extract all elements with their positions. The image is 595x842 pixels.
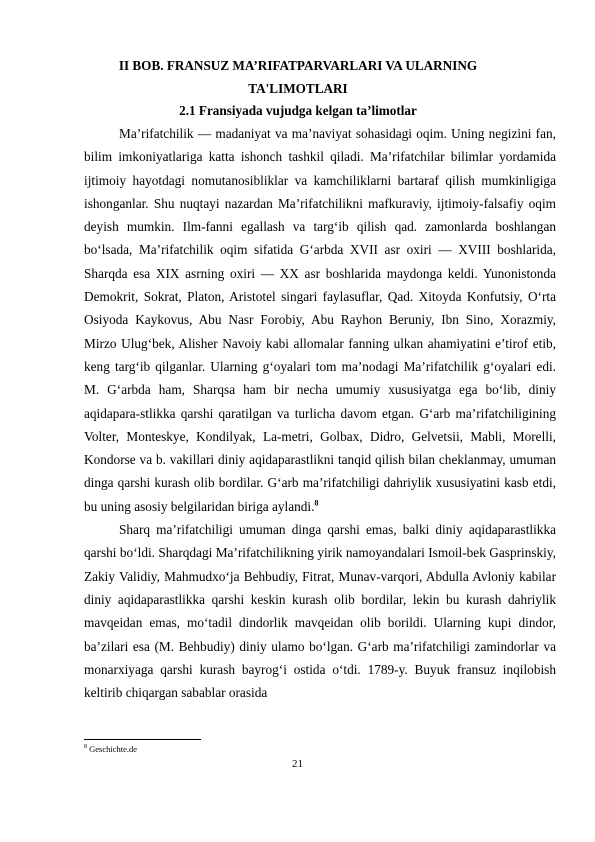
paragraph-1-text: Ma’rifatchilik — madaniyat va ma’naviyat sohasidagi oqim. Uning negizini fan, bilim imkoniyatlariga katta ishonch tashkil qiladi. Ma’rifatchilar bilimlar yordamida ijtimoiy hayotdagi nomutanosibliklar va kamchiliklarni bartaraf qilish mumkinligiga ishonganlar. Shu nuqtayi nazardan Ma’rifatchilikni mafkuraviy, ijtimoiy-falsafiy oqim deyish mumkin. Ilm-fanni egallash va targ‘ib qilish qad. zamonlarda boshlangan bo‘lsada, Ma’rifatchilik oqim sifatida G‘arbda XVII asr oxiri — XVIII boshlarida, Sharqda esa XIX asrning oxiri — XX asr boshlarida maydonga keldi. Yunonistonda Demokrit, Sokrat, Platon, Aristotel singari faylasuflar, Qad. Xitoyda Konfutsiy, O‘rta Osiyoda Kaykovus, Abu Nasr Forobiy, Abu Rayhon Beruniy, Ibn Sino, Xorazmiy, Mirzo Ulug‘bek, Alisher Navoiy kabi allomalar fanning ulkan ahamiyatini e’tirof etib, keng targ‘ib qilganlar. Ularning g‘oyalari tom ma’nodagi Ma’rifatchilik g‘oyalari edi. M. G‘arbda ham, Sharqsa ham bir necha umumiy xususiyatga ega bo‘lib, diniy aqidapara-stlikka qarshi qaratilgan va turlicha davom etgan. G‘arb ma’rifatchiligining Volter, Monteskye, Kondilyak, La-metri, Golbax, Didro, Gelvetsii, Mabli, Morelli, Kondorse va b. vakillari diniy aqidaparastlikni tanqid qilish bilan cheklanmay, umuman dinga qarshi kurash olib bordilar. G‘arb ma’rifatchiligi dahriylik xususiyatini kasb etdi, bu uning asosiy belgilaridan biriga aylandi.	[84, 126, 556, 514]
paragraph-2	[84, 518, 556, 704]
footnote-reference[interactable]: 8	[314, 498, 319, 508]
footnote-number: 8	[84, 744, 87, 750]
footnote-text: Geschichte.de	[87, 743, 138, 754]
section-title: 2.1 Fransiyada vujudga kelgan ta’limotlar	[179, 103, 417, 118]
chapter-title-line-1: II BOB. FRANSUZ MA’RIFATPARVARLARI VA ULARNING	[118, 58, 478, 73]
footnote-divider	[84, 739, 201, 740]
paragraph-2-text: Sharq ma’rifatchiligi umuman dinga qarshi emas, balki diniy aqidaparastlikka qarshi bo‘ldi. Sharqdagi Ma’rifatchilikning yirik namoyandalari Ismoil-bek Gasprinskiy, Zakiy Validiy, Mahmudxo‘ja Behbudiy, Fitrat, Munav-varqori, Abdulla Avloniy kabilar diniy aqidaparastlikka qarshi keskin kurash olib bordilar, lekin bu kurash dahriylik mavqeidan emas, mo‘tadil dindorlik mavqeidan olib borildi. Ularning kupi dindor, ba’zilari esa (M. Behbudiy) diniy ulamo bo‘lgan. G‘arb ma’rifatchiligi zamindorlar va monarxiyaga qarshi kurash bayrog‘i ostida o‘tdi. 1789-y. Buyuk fransuz inqilobish keltirib chiqargan sabablar orasida	[84, 522, 556, 701]
page-number: 21	[292, 758, 303, 770]
chapter-title-line-2: TA'LIMOTLARI	[248, 81, 348, 96]
body-text	[84, 122, 556, 704]
paragraph-1	[84, 122, 556, 518]
footnote	[84, 741, 137, 755]
